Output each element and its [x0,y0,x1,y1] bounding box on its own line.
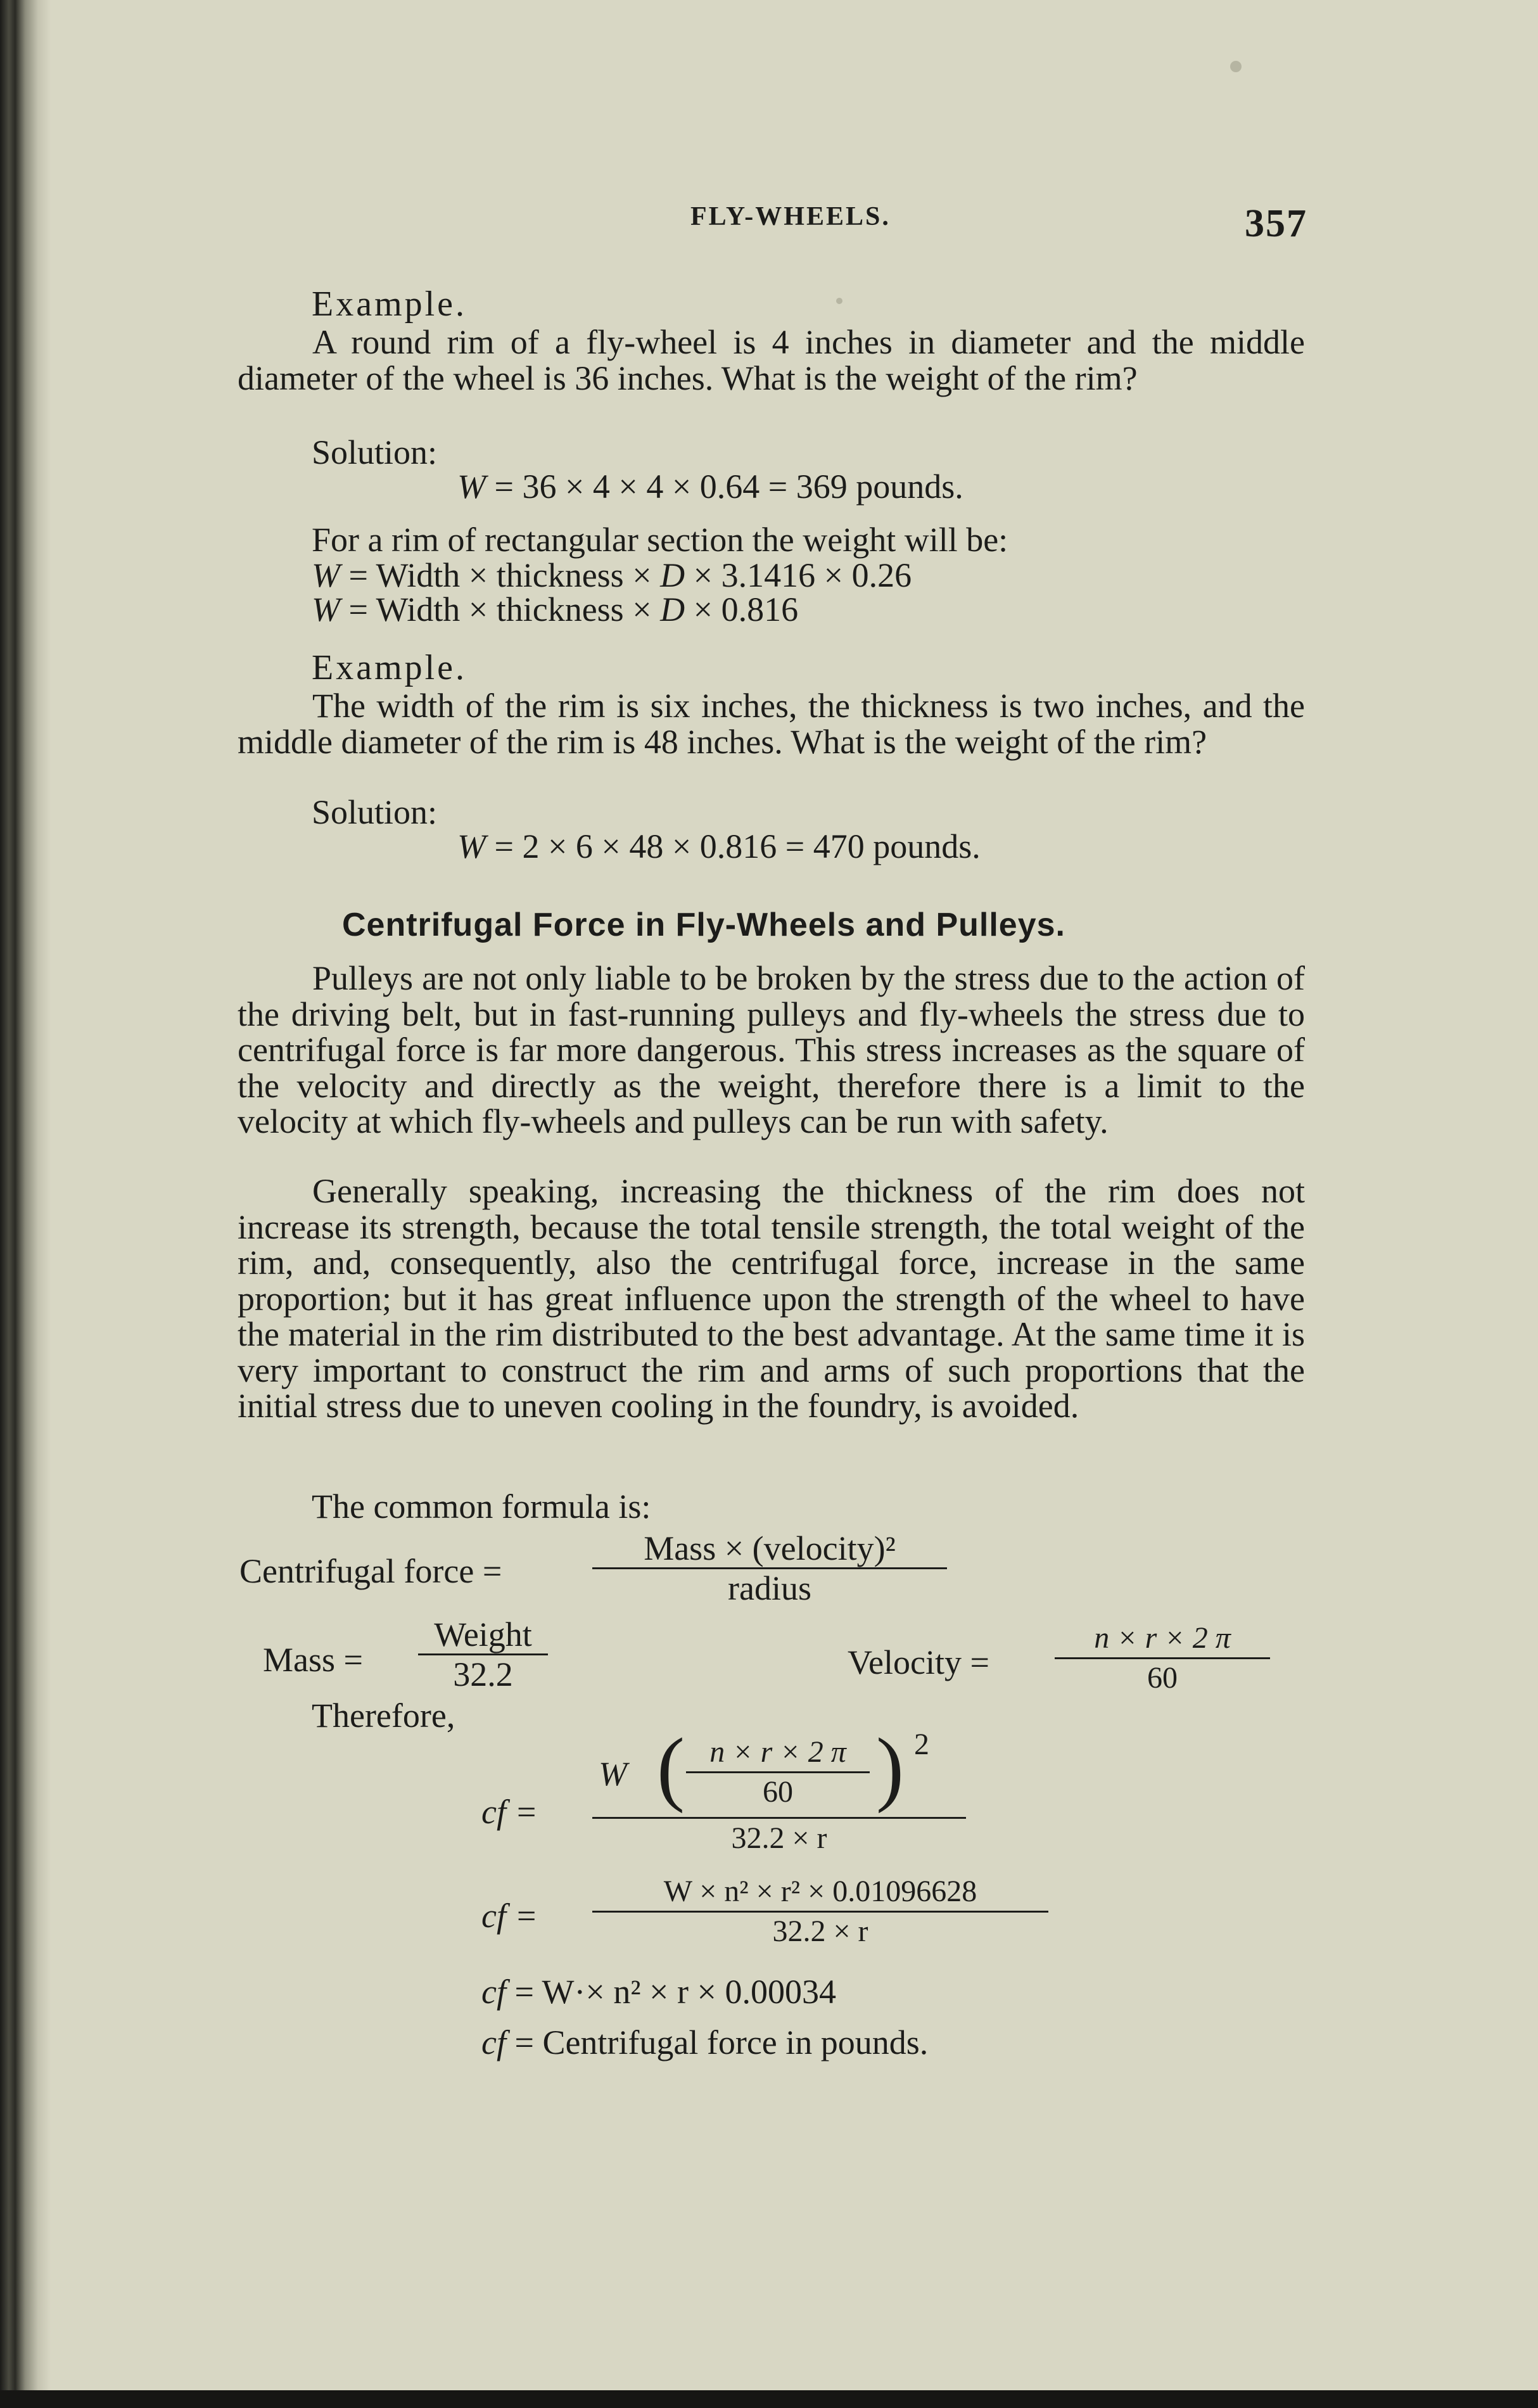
fraction-denominator: 32.2 × r [731,1821,827,1855]
formula-part: = Width × thickness × [348,556,652,594]
solution-label: Solution: [312,793,438,831]
var-W: W [457,827,486,865]
inner-fraction [686,1733,870,1811]
velocity-lhs: Velocity = [848,1643,989,1681]
formula-part: × 3.1416 × 0.26 [693,556,912,594]
cf-simplified [481,1974,836,2010]
cf-fraction [592,1873,1048,1951]
example-label: Example. [312,284,467,324]
fraction-numerator: W × n² × r² × 0.01096628 [663,1875,977,1908]
solution-equation [457,829,981,864]
velocity-fraction [1055,1619,1270,1697]
centrifugal-force-fraction [592,1529,947,1607]
body-paragraph: The common formula is: [312,1487,651,1526]
cf-lhs: cf = [481,1897,538,1935]
therefore-label: Therefore, [312,1697,455,1735]
var-cf: cf [481,2023,506,2061]
centrifugal-force-lhs: Centrifugal force = [239,1552,502,1590]
example-text: A round rim of a fly-wheel is 4 inches in diameter and the middle diameter of the wheel is 36 inches. What is the weight of the rim? [238,323,1305,397]
formula-rhs: = W·× n² × r × 0.00034 [514,1973,836,2011]
cf-definition [481,2025,928,2060]
scan-bottom-edge [0,2390,1538,2408]
cf-compound-fraction [592,1721,966,1855]
right-parenthesis: ) [876,1721,904,1814]
paper-speck [836,298,842,304]
example-label: Example. [312,648,467,687]
section-heading: Centrifugal Force in Fly-Wheels and Pulleys. [342,907,1065,943]
fraction-bar [592,1817,966,1819]
fraction-numerator: Weight [434,1615,532,1653]
body-paragraph: Pulleys are not only liable to be broken by the stress due to the action of the driving belt, but in fast-running pulleys and fly-wheels the stress due to centrifugal force is far more dangerous. This stress increases as the square of the velocity and directly as the weight, therefore there is a limit to the velocity at which fly-wheels and pulleys can be run with safety. [238,959,1305,1140]
rect-section-intro: For a rim of rectangular section the weight will be: [312,521,1008,559]
formula-part: = Width × thickness × [348,590,652,628]
fraction-numerator: Mass × (velocity)² [644,1529,896,1567]
fraction-denominator: 32.2 × r [772,1914,868,1948]
var-D: D [660,556,685,594]
fraction-denominator: 60 [1147,1661,1178,1695]
running-title: FLY-WHEELS. [690,202,891,231]
fraction-numerator: n × r × 2 π [709,1735,846,1769]
solution-equation [457,469,963,504]
exponent: 2 [914,1728,929,1761]
rect-formula-2 [312,592,798,627]
var-cf: cf [481,1973,506,2011]
cf-lhs: cf = [481,1793,538,1831]
var-W: W [599,1755,627,1793]
paper-speck [1230,61,1242,72]
formula-part: × 0.816 [693,590,799,628]
solution-label: Solution: [312,433,438,471]
fraction-numerator: n × r × 2 π [1094,1621,1231,1655]
body-paragraph: Generally speaking, increasing the thickness of the rim does not increase its strength, because the total tensile strength, the total weight of the rim, and, consequently, also the centrifugal force, increase in the same proportion; but it has great influence upon the strength of the wheel to have the material in the rim distributed to the best advantage. At the same time it is very important to construct the rim and arms of such proportions that the initial stress due to uneven cooling in the foundry, is avoided. [238,1172,1305,1425]
page-number: 357 [1245,202,1307,245]
var-W: W [312,556,340,594]
mass-lhs: Mass = [263,1641,363,1679]
var-W: W [457,468,486,506]
definition-text: = Centrifugal force in pounds. [514,2023,929,2061]
left-parenthesis: ( [657,1721,685,1814]
equation-rhs: = 2 × 6 × 48 × 0.816 = 470 pounds. [494,827,981,865]
rect-formula-1 [312,557,912,593]
fraction-denominator: radius [728,1569,811,1607]
var-W: W [312,590,340,628]
fraction-denominator: 60 [763,1775,793,1809]
fraction-denominator: 32.2 [453,1655,513,1693]
var-D: D [660,590,685,628]
example-text: The width of the rim is six inches, the thickness is two inches, and the middle diameter of the rim is 48 inches. What is the weight of the rim? [238,687,1305,761]
mass-fraction [418,1615,548,1693]
equation-rhs: = 36 × 4 × 4 × 0.64 = 369 pounds. [494,468,963,506]
